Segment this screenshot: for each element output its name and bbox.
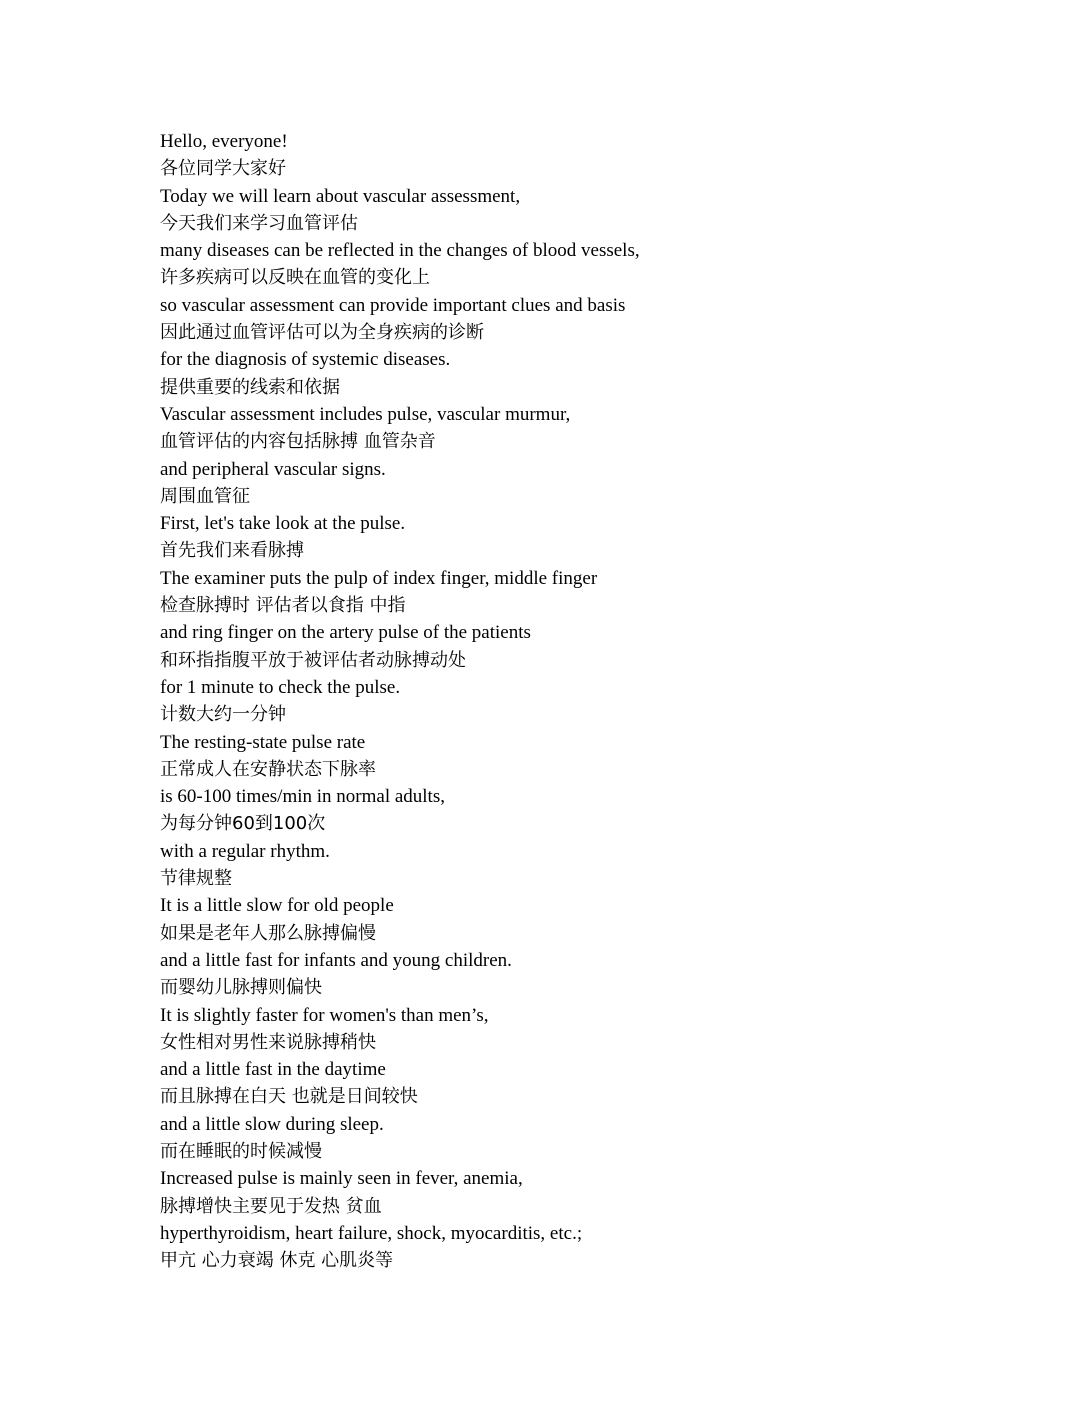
chinese-line: 和环指指腹平放于被评估者动脉搏动处 [160,649,466,671]
english-line: is 60-100 times/min in normal adults, [160,786,445,808]
english-line: and a little fast in the daytime [160,1059,386,1081]
english-line: hyperthyroidism, heart failure, shock, myocarditis, etc.; [160,1222,583,1244]
english-line: Vascular assessment includes pulse, vascular murmur, [160,403,571,425]
english-line: with a regular rhythm. [160,840,330,862]
english-line: for the diagnosis of systemic diseases. [160,349,451,371]
english-line: and a little fast for infants and young children. [160,949,512,971]
chinese-line: 而在睡眠的时候减慢 [160,1140,322,1162]
english-line: Hello, everyone! [160,131,288,152]
chinese-line: 计数大约一分钟 [160,704,286,726]
english-line: Increased pulse is mainly seen in fever, anemia, [160,1168,523,1190]
english-line: The resting-state pulse rate [160,731,366,753]
english-line: First, let's take look at the pulse. [160,513,406,535]
chinese-line: 节律规整 [160,868,232,890]
chinese-line: 提供重要的线索和依据 [160,376,340,398]
chinese-line: 女性相对男性来说脉搏稍快 [160,1031,376,1053]
chinese-line: 正常成人在安静状态下脉率 [160,758,376,780]
chinese-line: 各位同学大家好 [160,158,286,180]
english-line: many diseases can be reflected in the changes of blood vessels, [160,240,640,262]
english-line: and peripheral vascular signs. [160,458,386,480]
transcript-body [160,128,1040,1274]
chinese-line: 脉搏增快主要见于发热 贫血 [160,1195,382,1217]
chinese-line: 许多疾病可以反映在血管的变化上 [160,267,430,289]
chinese-line: 为每分钟60到100次 [160,813,326,835]
chinese-line: 而且脉搏在白天 也就是日间较快 [160,1086,418,1108]
english-line: for 1 minute to check the pulse. [160,676,401,698]
chinese-line: 如果是老年人那么脉搏偏慢 [160,922,376,944]
chinese-line: 因此通过血管评估可以为全身疾病的诊断 [160,322,484,344]
english-line: It is slightly faster for women's than men’s, [160,1004,489,1026]
english-line: It is a little slow for old people [160,895,394,917]
chinese-line: 周围血管征 [160,485,250,507]
chinese-line: 今天我们来学习血管评估 [160,212,358,234]
chinese-line: 甲亢 心力衰竭 休克 心肌炎等 [160,1250,394,1272]
english-line: and a little slow during sleep. [160,1113,384,1135]
english-line: and ring finger on the artery pulse of the patients [160,622,531,644]
chinese-line: 首先我们来看脉搏 [160,540,304,562]
chinese-line: 检查脉搏时 评估者以食指 中指 [160,595,406,617]
english-line: so vascular assessment can provide important clues and basis [160,294,626,316]
chinese-line: 而婴幼儿脉搏则偏快 [160,977,322,999]
chinese-line: 血管评估的内容包括脉搏 血管杂音 [160,431,436,453]
english-line: The examiner puts the pulp of index finger, middle finger [160,567,598,589]
english-line: Today we will learn about vascular assessment, [160,185,521,207]
